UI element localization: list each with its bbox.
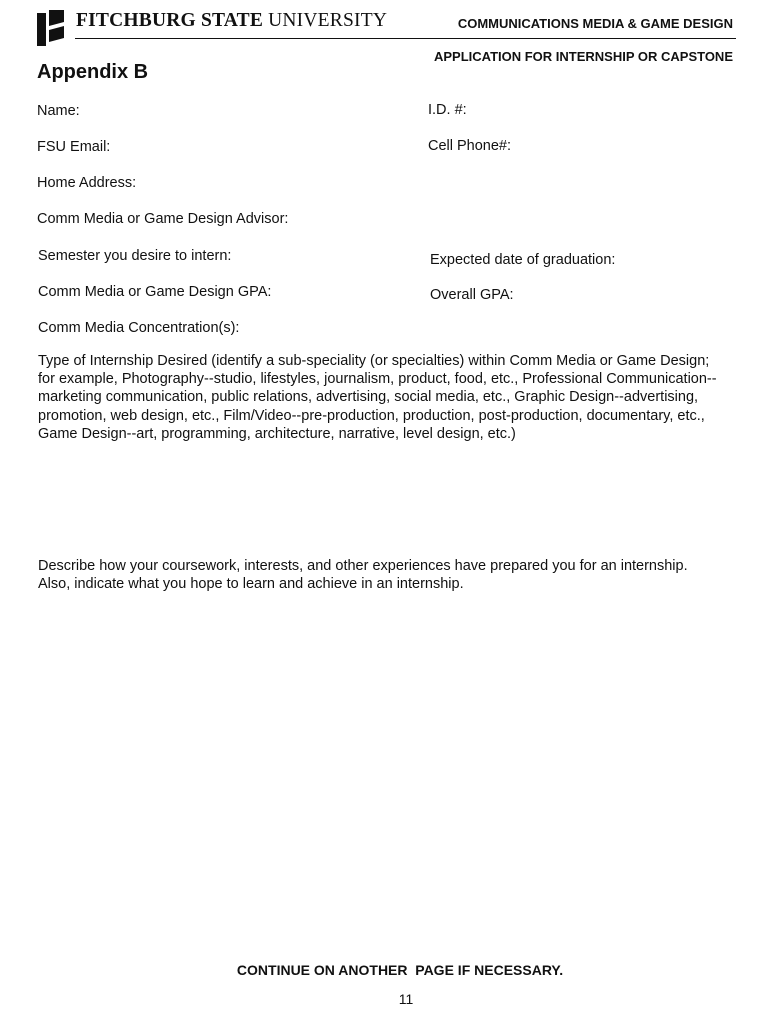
appendix-title: Appendix B — [37, 61, 149, 83]
paragraph-line: marketing communication, public relations, advertising, social media, etc., Graphic Design--advertising, — [38, 389, 699, 406]
university-name — [76, 10, 387, 32]
university-name-light: UNIVERSITY — [268, 10, 388, 31]
header-divider — [75, 38, 736, 39]
concentration-field-label: Comm Media Concentration(s): — [38, 320, 240, 336]
email-field-label: FSU Email: — [37, 139, 111, 155]
university-logo-icon — [37, 10, 65, 46]
id-field-label: I.D. #: — [428, 102, 467, 118]
paragraph-line: promotion, web design, etc., Film/Video--pre-production, production, post-production, documentary, etc., — [38, 407, 705, 424]
paragraph-line: for example, Photography--studio, lifestyles, journalism, product, food, etc., Professional Communication-- — [38, 371, 717, 388]
page-number: 11 — [398, 991, 414, 1007]
major-gpa-field-label: Comm Media or Game Design GPA: — [38, 284, 272, 300]
home-address-field-label: Home Address: — [37, 175, 137, 191]
semester-field-label: Semester you desire to intern: — [38, 248, 232, 264]
graduation-field-label: Expected date of graduation: — [430, 252, 616, 268]
overall-gpa-field-label: Overall GPA: — [430, 287, 514, 303]
paragraph-line: Also, indicate what you hope to learn and achieve in an internship. — [38, 576, 464, 593]
paragraph-line: Game Design--art, programming, architecture, narrative, level design, etc.) — [38, 425, 516, 442]
internship-type-paragraph — [38, 352, 750, 443]
name-field-label: Name: — [37, 103, 80, 119]
department-title: COMMUNICATIONS MEDIA & GAME DESIGN — [457, 16, 733, 31]
continue-note: CONTINUE ON ANOTHER PAGE IF NECESSARY. — [236, 962, 564, 978]
describe-paragraph — [38, 557, 750, 593]
advisor-field-label: Comm Media or Game Design Advisor: — [37, 211, 289, 227]
paragraph-line: Describe how your coursework, interests, and other experiences have prepared you for an internship. — [38, 558, 688, 574]
university-name-bold: FITCHBURG STATE — [76, 10, 264, 31]
cell-phone-field-label: Cell Phone#: — [428, 138, 512, 154]
form-title: APPLICATION FOR INTERNSHIP OR CAPSTONE — [433, 49, 733, 64]
paragraph-line: Type of Internship Desired (identify a sub-speciality (or specialties) within Comm Media or Game Design; — [38, 353, 710, 369]
